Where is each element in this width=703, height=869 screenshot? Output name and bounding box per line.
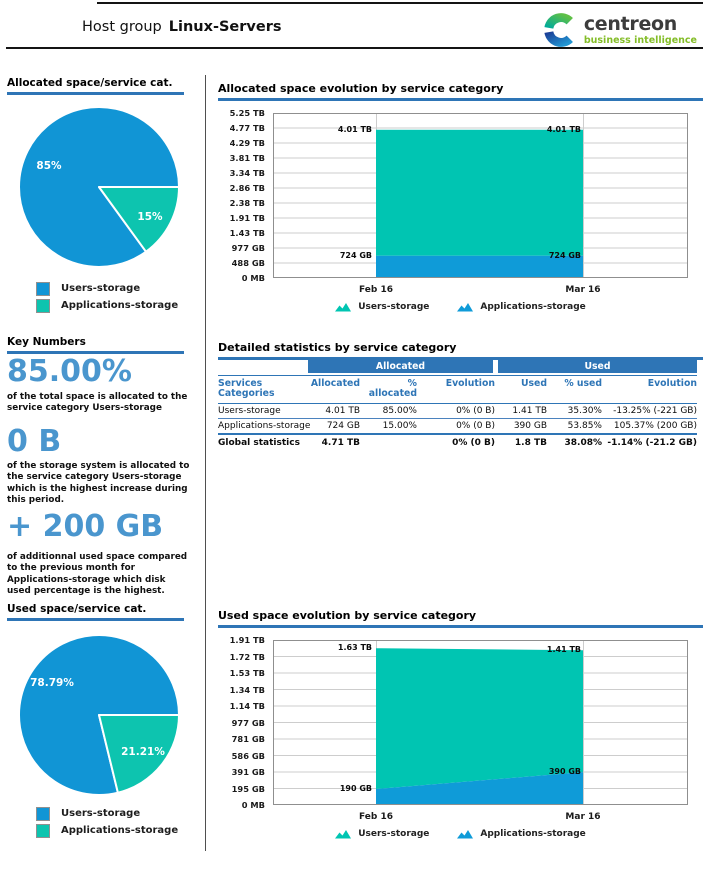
centreon-logo-text [583,12,697,46]
header-rule [6,47,703,49]
legend-item [36,807,178,820]
column-header: % allocated [360,375,417,404]
y-axis-label: 391 GB [231,767,265,777]
band-spacer [218,360,306,375]
y-axis-label: 1.72 TB [229,651,265,662]
legend-item [457,302,585,312]
legend-swatch [36,807,50,821]
area-legend-icon [457,829,473,839]
x-axis-label: Mar 16 [565,285,601,295]
legend-swatch [36,824,50,838]
y-axis-label: 1.91 TB [229,635,265,645]
column-header: Services Categories [218,375,306,404]
area-legend-icon [457,302,473,312]
y-axis-label: 4.77 TB [229,123,265,133]
data-point-label: 190 GB [339,783,372,793]
data-point-label: 4.01 TB [546,124,581,134]
centreon-logo-icon [543,12,579,48]
allocated-pie-title: Allocated space/service cat. [7,77,184,95]
table-cell: 53.85% [547,419,602,435]
group-header-used: Used [498,360,697,373]
page-title [82,19,281,35]
page-top-rule [97,2,703,4]
legend-label: Users-storage [61,283,141,294]
column-header: Evolution [602,375,697,404]
legend-label: Users-storage [358,829,430,839]
y-axis-label: 1.53 TB [229,668,265,678]
allocated-chart-title: Allocated space evolution by service category [218,82,703,101]
plot-area [273,640,688,805]
key-number-value: 0 B [7,424,62,459]
table-cell: 4.01 TB [306,404,360,419]
y-axis-label: 1.14 TB [229,701,265,711]
used-pie-legend [36,807,178,841]
y-axis-label: 488 GB [231,258,265,268]
used-evolution-chart [218,630,703,845]
y-axis-label: 3.34 TB [229,168,265,178]
table-cell: Global statistics [218,438,300,449]
used-pie-title: Used space/service cat. [7,603,184,621]
table-cell: 4.71 TB [321,438,360,449]
key-number-text: of additionnal used space compared to the previous month for Applications-storage which disk used percentage is the highest. [7,552,188,596]
table-cell: 38.08% [564,438,602,449]
key-number-text: of the total space is allocated to the service category Users-storage [7,392,188,414]
y-axis-label: 977 GB [231,717,265,728]
table-cell: -13.25% (-221 GB) [602,404,697,419]
data-point-label: 724 GB [339,250,372,260]
key-number-value: 85.00% [7,354,132,389]
column-header: Allocated [306,375,360,404]
legend-swatch [36,282,50,296]
detailed-statistics-table [218,360,697,450]
data-point-label: 1.63 TB [337,643,372,653]
area-users-storage [376,130,583,256]
legend-label: Applications-storage [480,302,586,312]
table-cell: 0% (0 B) [452,438,495,449]
legend-swatch [36,299,50,313]
table-cell: 0% (0 B) [417,404,495,419]
column-header: Used [495,375,547,404]
page-title-prefix: Host group [82,19,162,35]
table-cell: Applications-storage [218,419,306,435]
y-axis-label: 2.38 TB [229,198,265,208]
table-cell: 0% (0 B) [417,419,495,435]
allocated-pie-chart [16,104,182,270]
y-axis-label: 0 MB [241,800,265,810]
legend-label: Applications-storage [61,300,179,311]
column-header: Evolution [417,375,495,404]
chart-legend [218,829,703,839]
table-cell: 390 GB [495,419,547,435]
table-cell: 35.30% [547,404,602,419]
table-cell: 105.37% (200 GB) [602,419,697,435]
table-cell: 1.41 TB [495,404,547,419]
data-point-label: 1.41 TB [546,645,581,655]
legend-label: Users-storage [358,302,430,312]
logo-tagline: business intelligence [583,34,697,46]
pie-value-label: 15% [137,211,163,223]
legend-item [335,302,429,312]
used-pie-chart [16,632,182,798]
legend-item [36,282,178,295]
area-legend-icon [335,302,351,312]
table-cell: 1.8 TB [514,438,547,449]
host-group-name: Linux-Servers [168,19,282,35]
y-axis-label: 586 GB [231,750,265,761]
y-axis-label: 1.91 TB [229,213,265,223]
y-axis-label: 5.25 TB [229,108,265,118]
legend-item [335,829,429,839]
allocated-pie-legend [36,282,178,316]
table-cell: -1.14% (-21.2 GB) [607,438,697,449]
table-cell: Users-storage [218,404,306,419]
legend-label: Applications-storage [480,829,586,839]
pie-value-label: 78.79% [30,677,74,689]
y-axis-label: 4.29 TB [229,138,265,148]
y-axis-label: 0 MB [241,273,265,283]
y-axis-label: 2.86 TB [229,183,265,193]
stats-table-title: Detailed statistics by service category [218,341,703,360]
used-chart-title: Used space evolution by service category [218,609,703,628]
y-axis-label: 781 GB [231,734,265,744]
key-number-text: of the storage system is allocated to the service category Users-storage which is the highest increase during this period. [7,461,190,505]
y-axis-label: 1.34 TB [229,684,265,695]
y-axis-label: 3.81 TB [229,153,265,163]
legend-item [36,824,178,837]
x-axis-label: Mar 16 [565,812,601,822]
allocated-evolution-chart [218,105,703,320]
column-header: % used [547,375,602,404]
y-axis-label: 977 GB [231,243,265,253]
legend-label: Users-storage [61,808,141,819]
key-number-value: + 200 GB [7,509,164,544]
logo-name: centreon [583,12,678,35]
pie-value-label: 85% [36,160,62,172]
legend-item [457,829,585,839]
chart-legend [218,302,703,312]
y-axis-label: 1.43 TB [229,228,265,238]
column-divider [205,75,206,851]
legend-item [36,299,178,312]
key-numbers-title: Key Numbers [7,336,184,354]
x-axis-label: Feb 16 [359,285,393,295]
table-cell: 85.00% [360,404,417,419]
table-cell: 15.00% [360,419,417,435]
x-axis-label: Feb 16 [359,812,393,822]
legend-label: Applications-storage [61,825,179,836]
table-cell [360,435,417,451]
group-header-allocated: Allocated [308,360,493,373]
area-legend-icon [335,829,351,839]
centreon-logo [543,12,697,48]
data-point-label: 390 GB [548,767,581,777]
y-axis-label: 195 GB [231,783,265,794]
pie-value-label: 21.21% [121,746,165,758]
data-point-label: 724 GB [548,250,581,260]
table-cell: 724 GB [306,419,360,435]
data-point-label: 4.01 TB [337,124,372,134]
